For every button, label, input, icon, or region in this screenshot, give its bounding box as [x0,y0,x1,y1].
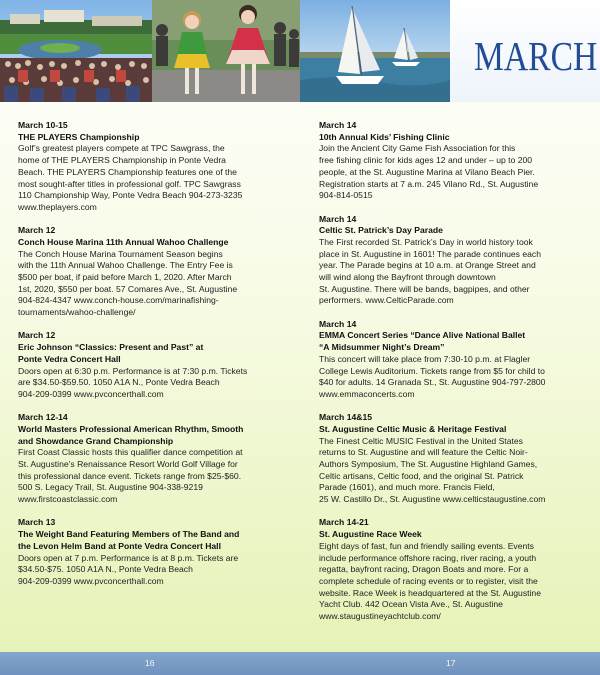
event-name: EMMA Concert Series “Dance Alive National Ballet “A Midsummer Night’s Dream” [319,330,526,353]
event-name: World Masters Professional American Rhythm, Smooth and Showdance Grand Championship [18,423,244,446]
event-name: Celtic St. Patrick’s Day Parade [319,225,443,236]
event-date: March 14 [319,120,357,130]
event-date: March 13 [18,517,56,528]
event-item [319,319,591,401]
event-date: March 14 [319,318,357,329]
event-name: 10th Annual Kids’ Fishing Clinic [319,131,450,142]
golf-course-photo [0,0,152,102]
event-name: THE PLAYERS Championship [18,131,140,142]
event-description: Doors open at 6:30 p.m. Performance is at 7:30 p.m. Tickets are $34.50-$59.50. 1050 A1A N., Ponte Vedra Beach 904-209-0399 www.pvconcerthall.com [18,365,248,399]
event-description: The Finest Celtic MUSIC Festival in the United States returns to St. Augustine and will feature the Celtic Noir- Authors Symposium, The St. Augustine Highland Games, Celtic artisans, Celtic food, and the original St. Patrick Parade (1601), and much more. Francis Field, 25 W. Castillo Dr., St. Augustine www.celticstaugustine.com [319,435,546,505]
event-item [18,225,286,319]
page-number-right: 17 [446,658,456,668]
event-description: Golf’s greatest players compete at TPC Sawgrass, the home of THE PLAYERS Championship in Ponte Vedra Beach. THE PLAYERS Championship features one of the most sought-after titles in professional golf. TPC Sawgrass 110 Championship Way, Ponte Vedra Beach 904-273-3235 www.theplayers.com [18,143,243,212]
event-name: St. Augustine Race Week [319,529,422,540]
event-date: March 12-14 [18,412,68,423]
event-date: March 10-15 [18,120,68,130]
event-name: The Weight Band Featuring Members of The Band and the Levon Helm Band at Ponte Vedra Concert Hall [18,529,240,551]
event-date: March 14-21 [319,517,369,528]
event-item [18,120,286,214]
event-item [18,412,286,506]
event-name: Eric Johnson “Classics: Present and Past” at Ponte Vedra Concert Hall [18,342,204,364]
footer-bar [0,652,600,675]
month-title: MARCH [474,33,598,79]
event-description: Eight days of fast, fun and friendly sailing events. Events include performance offshore racing, river racing, a youth regatta, bayfront racing, Dragon Boats and more. For a complete schedule of racing events or to register, visit the website. Race Week is headquartered at the St. Augustine Yacht Club. 442 Ocean Vista Ave., St. Augustine www.staugustineyachtclub.com/ [319,540,541,622]
events-left-column [18,120,286,599]
event-name: St. Augustine Celtic Music & Heritage Festival [319,423,507,434]
event-date: March 12 [18,225,56,236]
event-description: This concert will take place from 7:30-10 p.m. at Flagler College Lewis Auditorium. Tickets range from $5 for child to $40 for adults. 14 Granada St., St. Augustine 904-797-2800 www.emmaconcerts.com [319,353,546,399]
event-description: The First recorded St. Patrick’s Day in world history took place in St. Augustine in 1601! The parade continues each year. The Parade begins at 10 a.m. at Orange Street and will wind along the Bayfront through downtown St. Augustine. There will be bands, bagpipes, and other performers. www.CelticParade.com [319,236,542,306]
sailboats-photo [300,0,450,102]
event-item [18,517,286,587]
page-number-left: 16 [145,658,155,668]
event-item [319,120,591,202]
event-description: The Conch House Marina Tournament Season begins with the 11th Annual Wahoo Challenge. The Entry Fee is $500 per boat, if paid before March 1, 2020. After March 1st, 2020, $550 per boat. 57 Comares Ave., St. Augustine 904-824-4347 www.conch-house.com/marinafishing- tournaments/wahoo-challenge/ [18,248,238,318]
event-item [319,214,591,308]
event-item [319,412,591,506]
event-date: March 14 [319,213,357,224]
event-item [18,330,286,400]
event-name: Conch House Marina 11th Annual Wahoo Challenge [18,236,229,247]
event-description: First Coast Classic hosts this qualifier dance competition at St. Augustine’s Renaissance Resort World Golf Village for this professional dance event. Tickets range from $25-$60. 500 S. Legacy Trail, St. Augustine 904-338-9219 www.firstcoastclassic.com [18,447,243,505]
event-date: March 14&15 [319,412,373,423]
event-item [319,517,591,622]
events-right-column [319,120,591,634]
irish-dancers-photo [152,0,300,102]
event-description: Doors open at 7 p.m. Performance is at 8 p.m. Tickets are $34.50-$75. 1050 A1A N., Ponte Vedra Beach 904-209-0399 www.pvconcerthall.com [18,552,239,586]
event-description: Join the Ancient City Game Fish Association for this free fishing clinic for kids ages 12 and under – up to 200 people, at the St. Augustine Marina at Vilano Beach Pier. Registration starts at 7 a.m. 245 Vilano Rd., St. Augustine 904-814-0515 [319,143,539,201]
event-date: March 12 [18,330,56,341]
